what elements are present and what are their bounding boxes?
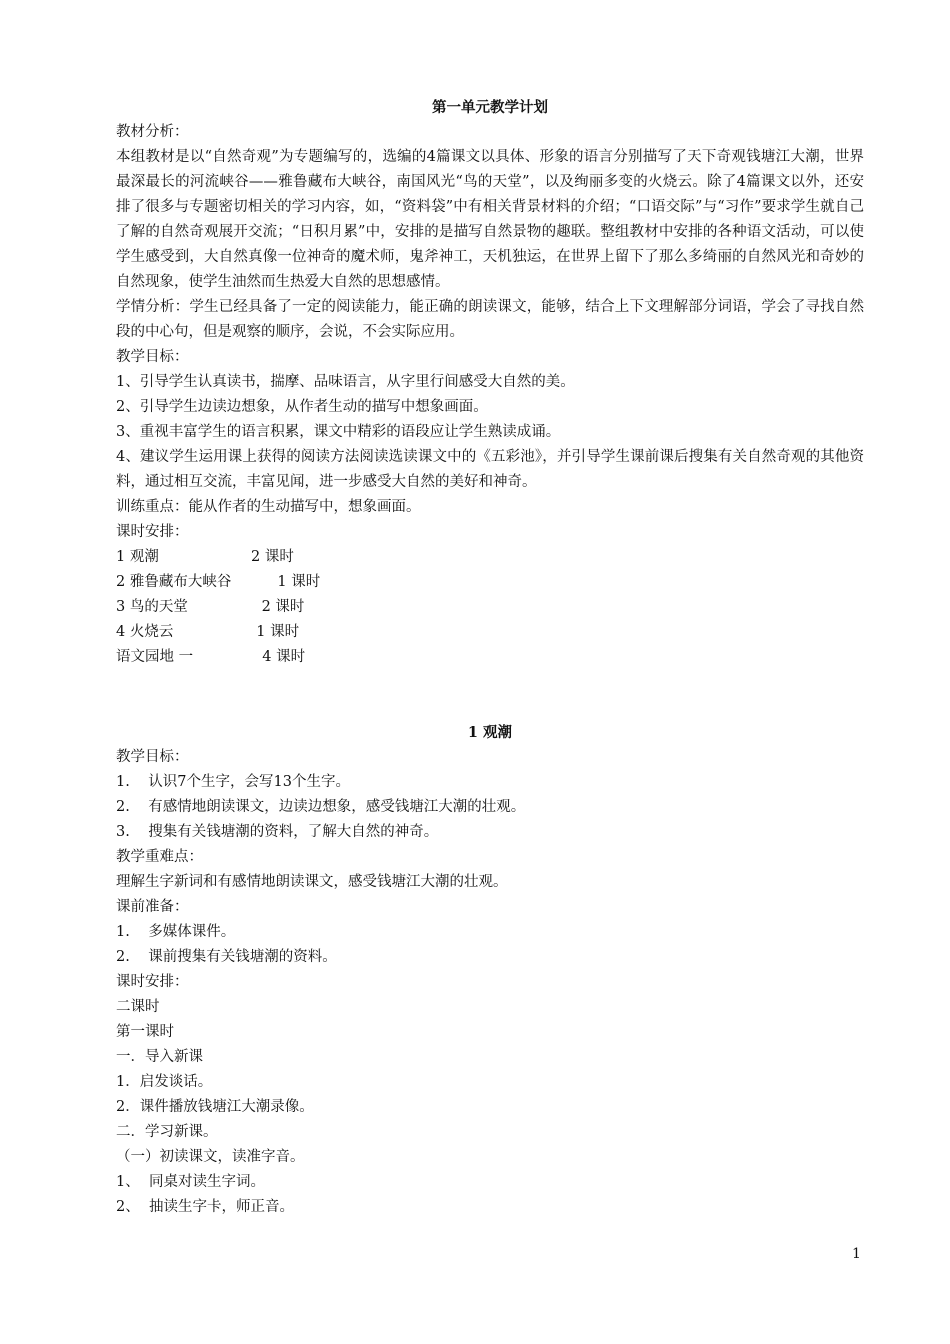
lesson-title: 1 观潮 <box>467 724 513 741</box>
material-label: 教材分析： <box>116 124 189 140</box>
lesson-goal-item: 3. 搜集有关钱塘潮的资料，了解大自然的神奇。 <box>116 824 439 840</box>
schedule-row: 3 鸟的天堂 2 课时 <box>116 599 305 615</box>
schedule-row: 4 火烧云 1 课时 <box>116 624 300 640</box>
unit-goal-item: 4、建议学生运用课上获得的阅读方法阅读选读课文中的《五彩池》，并引导学生课前课后搜集有关自然奇观的其他资料，通过相互交流，丰富见闻，进一步感受大自然的美好和神奇。 <box>116 449 864 490</box>
page-content <box>116 95 864 1220</box>
preparation-label: 课前准备： <box>116 899 189 915</box>
lesson-step: 1．启发谈话。 <box>116 1074 213 1090</box>
schedule-row: 2 雅鲁藏布大峡谷 1 课时 <box>116 574 321 590</box>
unit-goal-item: 2、引导学生边读边想象，从作者生动的描写中想象画面。 <box>116 399 488 415</box>
lesson-goals-label: 教学目标： <box>116 749 189 765</box>
learner-analysis-paragraph: 学情分析：学生已经具备了一定的阅读能力，能正确的朗读课文，能够，结合上下文理解部分词语，学会了寻找自然段的中心句，但是观察的顺序，会说，不会实际应用。 <box>116 299 864 340</box>
lesson-step: 2．课件播放钱塘江大潮录像。 <box>116 1099 314 1115</box>
key-difficulty-text: 理解生字新词和有感情地朗读课文，感受钱塘江大潮的壮观。 <box>116 874 508 890</box>
unit-goals-label: 教学目标： <box>116 349 189 365</box>
lesson-goal-item: 1. 认识7个生字，会写13个生字。 <box>116 774 350 790</box>
lesson-goal-item: 2. 有感情地朗读课文，边读边想象，感受钱塘江大潮的壮观。 <box>116 799 526 815</box>
preparation-item: 2. 课前搜集有关钱塘潮的资料。 <box>116 949 337 965</box>
unit-schedule-label: 课时安排： <box>116 524 189 540</box>
schedule-row: 1 观潮 2 课时 <box>116 549 294 565</box>
section-spacer <box>116 670 864 720</box>
preparation-item: 1. 多媒体课件。 <box>116 924 236 940</box>
unit-plan-title: 第一单元教学计划 <box>432 99 548 116</box>
material-paragraph: 本组教材是以“自然奇观”为专题编写的，选编的4篇课文以具体、形象的语言分别描写了天下奇观钱塘江大潮，世界最深最长的河流峡谷——雅鲁藏布大峡谷，南国风光“鸟的天堂”，以及绚丽多变的火烧云。除了4篇课文以外，还安排了很多与专题密切相关的学习内容，如，“资料袋”中有相关背景材料的介绍；“口语交际”与“习作”要求学生就自己了解的自然奇观展开交流；“日积月累”中，安排的是描写自然景物的趣联。整组教材中安排的各种语文活动，可以使学生感受到，大自然真像一位神奇的魔术师，鬼斧神工，天机独运，在世界上留下了那么多绮丽的自然风光和奇妙的自然现象，使学生油然而生热爱大自然的思想感情。 <box>116 149 864 290</box>
first-period-heading: 第一课时 <box>116 1024 174 1040</box>
lesson-step: （一）初读课文，读准字音。 <box>116 1149 305 1165</box>
period-count: 二课时 <box>116 999 160 1015</box>
unit-goal-item: 3、重视丰富学生的语言积累，课文中精彩的语段应让学生熟读成诵。 <box>116 424 561 440</box>
lesson-step: 二．学习新课。 <box>116 1124 218 1140</box>
lesson-schedule-label: 课时安排： <box>116 974 189 990</box>
lesson-step: 一．导入新课 <box>116 1049 203 1065</box>
training-focus: 训练重点：能从作者的生动描写中，想象画面。 <box>116 499 421 515</box>
page-number: 1 <box>852 1246 861 1262</box>
lesson-step: 2、 抽读生字卡，师正音。 <box>116 1199 294 1215</box>
key-difficulty-label: 教学重难点： <box>116 849 203 865</box>
schedule-row: 语文园地 一 4 课时 <box>116 649 306 665</box>
lesson-step: 1、 同桌对读生字词。 <box>116 1174 265 1190</box>
unit-goal-item: 1、引导学生认真读书，揣摩、品味语言，从字里行间感受大自然的美。 <box>116 374 575 390</box>
